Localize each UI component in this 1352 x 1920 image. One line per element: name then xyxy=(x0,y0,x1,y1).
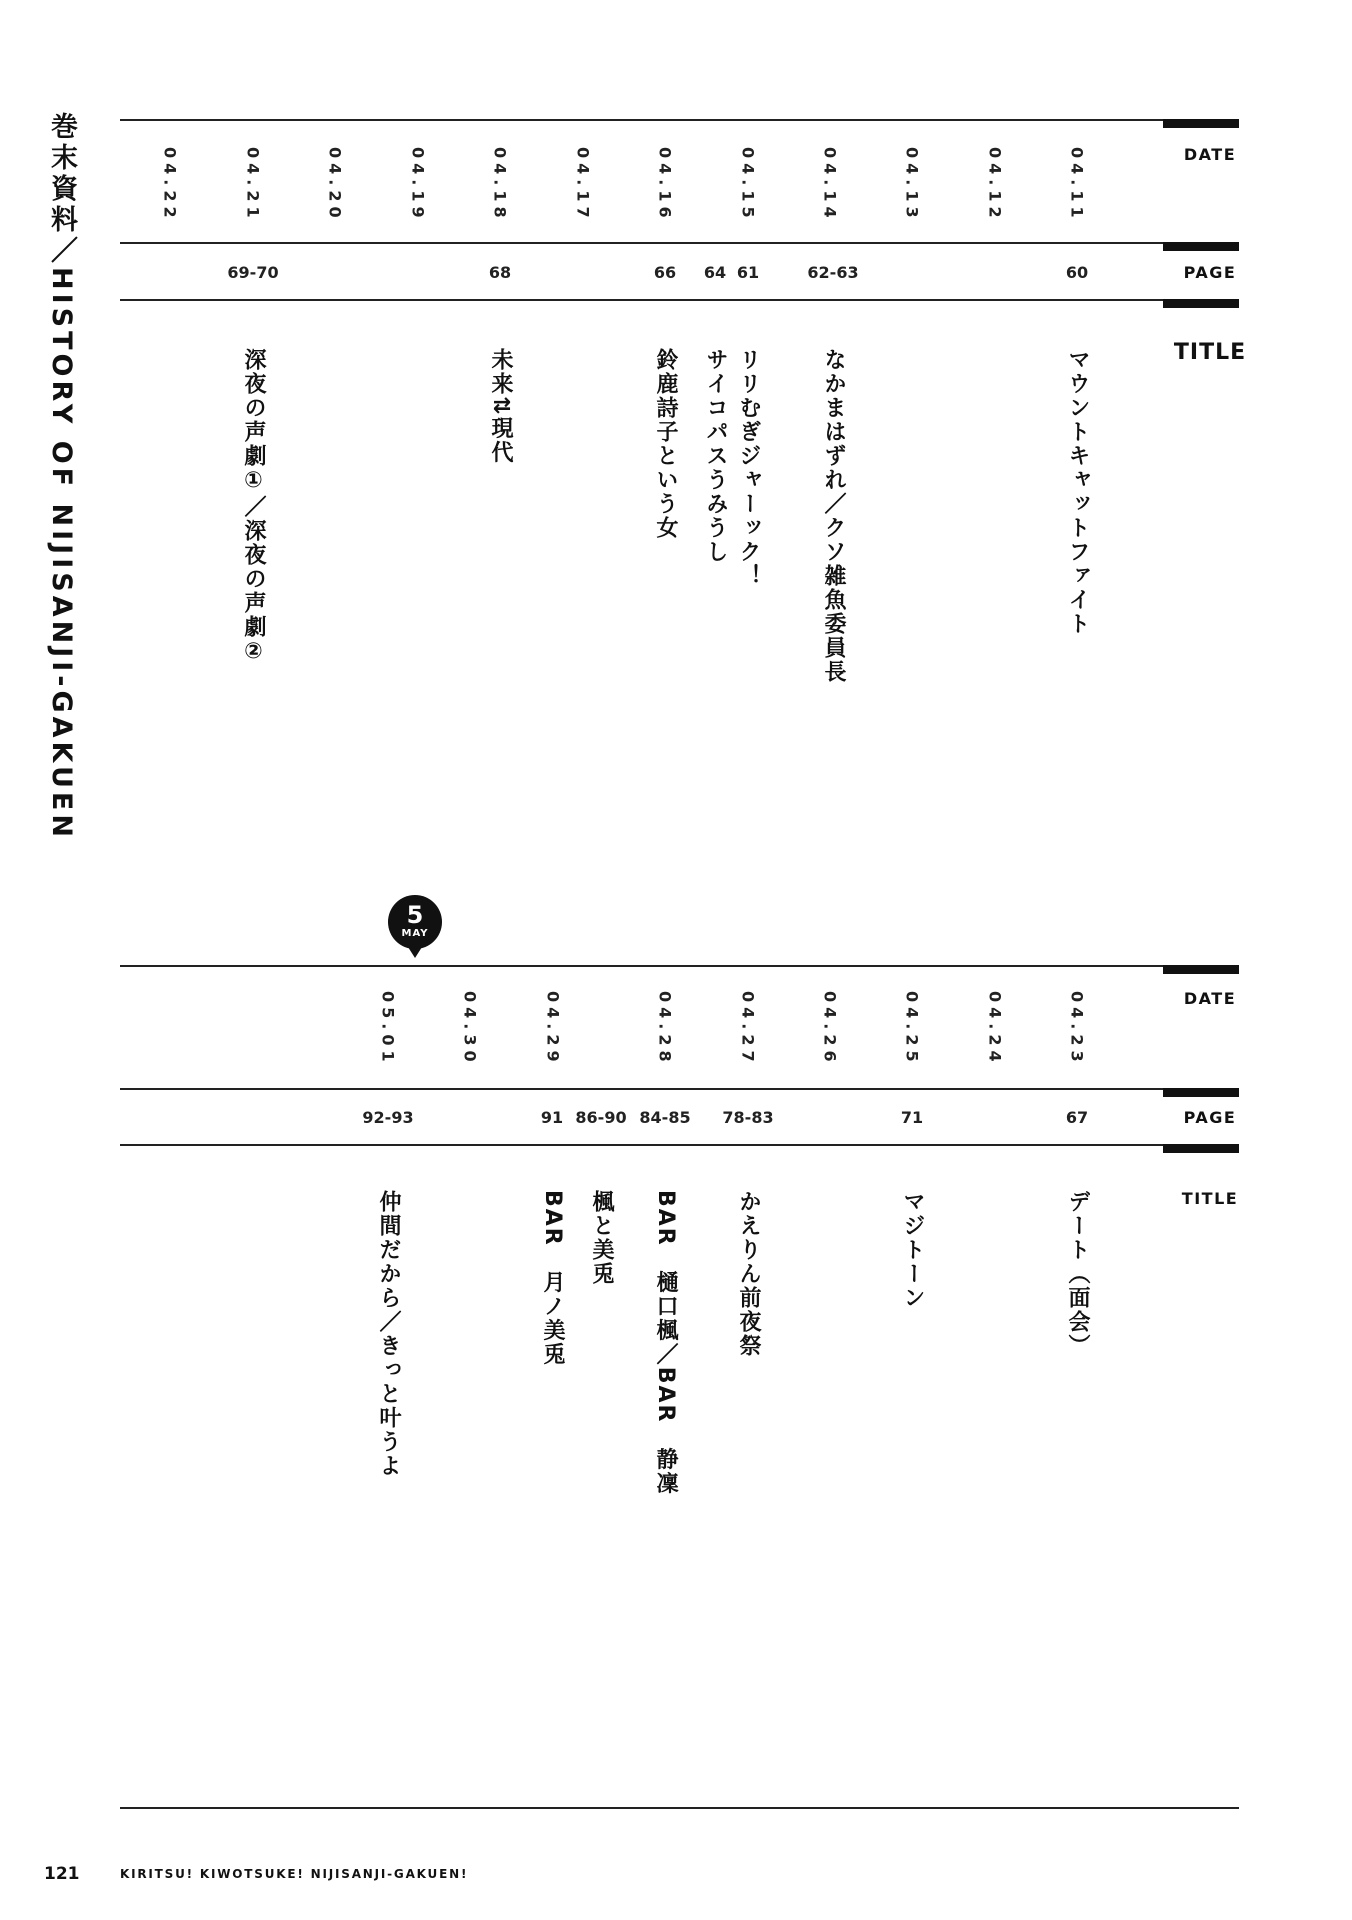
page-number: 121 xyxy=(44,1864,80,1884)
bottom-title-rule xyxy=(120,1144,1165,1146)
episode-title: 深夜の声劇①／深夜の声劇② xyxy=(241,348,266,666)
date-label: 04.26 xyxy=(820,991,840,1067)
page-ref: 64 xyxy=(703,263,727,282)
episode-title: 楓と美兎 xyxy=(589,1190,614,1286)
page-ref: 61 xyxy=(736,263,760,282)
date-label: 04.28 xyxy=(655,991,675,1067)
date-label: 04.19 xyxy=(408,147,428,223)
book-title: KIRITSU! KIWOTSUKE! NIJISANJI-GAKUEN! xyxy=(120,1867,469,1881)
date-label: 04.22 xyxy=(160,147,180,223)
date-label: 04.27 xyxy=(738,991,758,1067)
top-date-rule xyxy=(120,119,1165,121)
page-ref: 92-93 xyxy=(362,1108,414,1127)
episode-title: 鈴鹿詩子という女 xyxy=(653,348,678,540)
page-ref: 84-85 xyxy=(639,1108,691,1127)
side-title: 巻末資料／HISTORY OF NIJISANJI-GAKUEN xyxy=(46,112,77,841)
date-label: 04.14 xyxy=(820,147,840,223)
page-ref: 60 xyxy=(1065,263,1089,282)
date-label: 04.15 xyxy=(738,147,758,223)
top-page-rule xyxy=(120,242,1165,244)
date-label: 04.20 xyxy=(325,147,345,223)
episode-title: BAR 月ノ美兎 xyxy=(540,1190,565,1367)
month-name: MAY xyxy=(401,928,429,939)
page-ref: 68 xyxy=(488,263,512,282)
date-label: 04.16 xyxy=(655,147,675,223)
date-label: 04.24 xyxy=(985,991,1005,1067)
date-label: 04.11 xyxy=(1067,147,1087,223)
date-label: 04.30 xyxy=(460,991,480,1067)
date-label: 04.23 xyxy=(1067,991,1087,1067)
bottom-date-tab xyxy=(1163,965,1239,974)
top-title-rule xyxy=(120,299,1165,301)
date-label: 05.01 xyxy=(378,991,398,1067)
episode-title: デート（面会） xyxy=(1065,1190,1090,1358)
page-ref: 67 xyxy=(1065,1108,1089,1127)
month-badge xyxy=(388,895,442,949)
page-ref: 62-63 xyxy=(807,263,859,282)
date-label: 04.12 xyxy=(985,147,1005,223)
page-ref: 69-70 xyxy=(227,263,279,282)
top-page-header: PAGE xyxy=(1183,263,1237,282)
episode-title: なかまはずれ／クソ雑魚委員長 xyxy=(821,348,846,684)
top-page-tab xyxy=(1163,242,1239,251)
bottom-page-header: PAGE xyxy=(1183,1108,1237,1127)
bottom-date-rule xyxy=(120,965,1165,967)
top-title-header: TITLE xyxy=(1173,340,1247,365)
episode-title: BAR 樋口楓／BAR 静凜 xyxy=(653,1190,678,1496)
date-label: 04.21 xyxy=(243,147,263,223)
date-label: 04.29 xyxy=(543,991,563,1067)
top-title-tab xyxy=(1163,299,1239,308)
page-ref: 91 xyxy=(540,1108,564,1127)
episode-title: サイコパスうみうし xyxy=(703,348,728,564)
top-date-tab xyxy=(1163,119,1239,128)
date-label: 04.25 xyxy=(902,991,922,1067)
episode-title: リリむぎジャーック！ xyxy=(736,348,761,588)
footer-rule xyxy=(120,1807,1239,1809)
date-label: 04.13 xyxy=(902,147,922,223)
episode-title: かえりん前夜祭 xyxy=(736,1190,761,1358)
episode-title: マジトーン xyxy=(900,1190,925,1310)
bottom-page-rule xyxy=(120,1088,1165,1090)
page-ref: 66 xyxy=(653,263,677,282)
episode-title: 仲間だから／きっと叶うよ xyxy=(376,1190,401,1478)
month-number: 5 xyxy=(406,901,424,929)
bottom-title-header: TITLE xyxy=(1181,1189,1239,1208)
bottom-page-tab xyxy=(1163,1088,1239,1097)
date-label: 04.17 xyxy=(573,147,593,223)
episode-title: マウントキャットファイト xyxy=(1065,348,1090,636)
top-date-header: DATE xyxy=(1183,145,1237,164)
page-ref: 86-90 xyxy=(575,1108,627,1127)
page-ref: 78-83 xyxy=(722,1108,774,1127)
page-ref: 71 xyxy=(900,1108,924,1127)
episode-title: 未来⇅現代 xyxy=(488,348,513,465)
date-label: 04.18 xyxy=(490,147,510,223)
bottom-date-header: DATE xyxy=(1183,989,1237,1008)
bottom-title-tab xyxy=(1163,1144,1239,1153)
